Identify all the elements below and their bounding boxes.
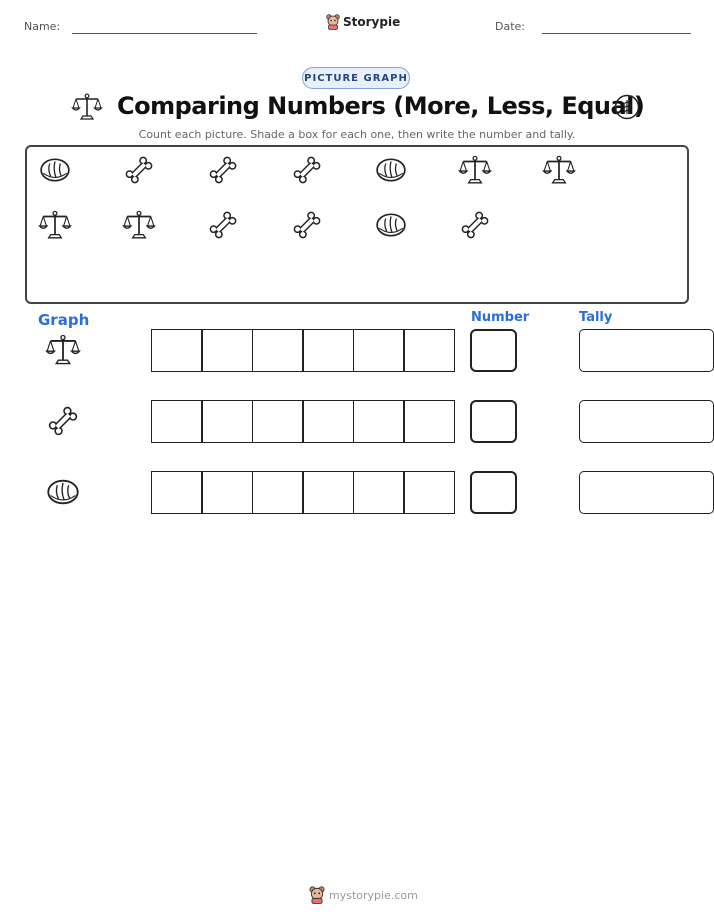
- bone-icon: [206, 154, 240, 190]
- scale-icon: [38, 209, 72, 245]
- graph-heading: Graph: [38, 311, 90, 329]
- bone-icon: [45, 404, 81, 442]
- bone-icon: [290, 209, 324, 245]
- bread-icon: [374, 154, 408, 190]
- graph-box[interactable]: [404, 400, 455, 443]
- instructions: Count each picture. Shade a box for each one, then write the number and tally.: [138, 128, 576, 141]
- graph-box[interactable]: [252, 329, 303, 372]
- brand-logo: [326, 14, 400, 30]
- name-label: Name:: [24, 20, 61, 33]
- tally-heading: Tally: [579, 310, 613, 325]
- name-line[interactable]: [72, 33, 257, 34]
- graph-box[interactable]: [151, 471, 202, 514]
- graph-box[interactable]: [353, 329, 404, 372]
- number-box[interactable]: [470, 400, 517, 443]
- date-label: Date:: [495, 20, 525, 33]
- scale-icon: [542, 154, 576, 190]
- graph-box[interactable]: [202, 471, 253, 514]
- number-box[interactable]: [470, 329, 517, 372]
- graph-box[interactable]: [303, 471, 354, 514]
- graph-box[interactable]: [404, 329, 455, 372]
- bear-icon: [326, 14, 340, 30]
- bread-icon: [45, 475, 81, 513]
- bread-icon: [38, 154, 72, 190]
- footer: [309, 886, 418, 904]
- number-box[interactable]: [470, 471, 517, 514]
- scale-icon: [458, 154, 492, 190]
- graph-box[interactable]: [404, 471, 455, 514]
- graph-box[interactable]: [353, 471, 404, 514]
- scale-icon: [122, 209, 156, 245]
- graph-box[interactable]: [151, 329, 202, 372]
- graph-box[interactable]: [202, 329, 253, 372]
- number-heading: Number: [471, 310, 530, 325]
- brand-name: Storypie: [343, 15, 401, 29]
- graph-box[interactable]: [252, 471, 303, 514]
- page-title: Comparing Numbers (More, Less, Equal): [117, 92, 645, 120]
- graph-box[interactable]: [151, 400, 202, 443]
- graph-box[interactable]: [303, 329, 354, 372]
- bone-icon: [290, 154, 324, 190]
- graph-box[interactable]: [252, 400, 303, 443]
- scale-icon: [72, 92, 102, 126]
- tally-box[interactable]: [579, 471, 714, 514]
- bone-icon: [122, 154, 156, 190]
- bread-icon: [374, 209, 408, 245]
- scale-icon: [45, 333, 81, 371]
- tally-box[interactable]: [579, 329, 714, 372]
- footer-url[interactable]: mystorypie.com: [329, 888, 418, 902]
- graph-box[interactable]: [303, 400, 354, 443]
- date-line[interactable]: [542, 33, 691, 34]
- bear-icon: [309, 886, 325, 904]
- graph-box[interactable]: [353, 400, 404, 443]
- tally-box[interactable]: [579, 400, 714, 443]
- wheat-badge-icon: [614, 94, 640, 124]
- bone-icon: [206, 209, 240, 245]
- bone-icon: [458, 209, 492, 245]
- picture-graph-badge: PICTURE GRAPH: [302, 67, 410, 89]
- graph-box[interactable]: [202, 400, 253, 443]
